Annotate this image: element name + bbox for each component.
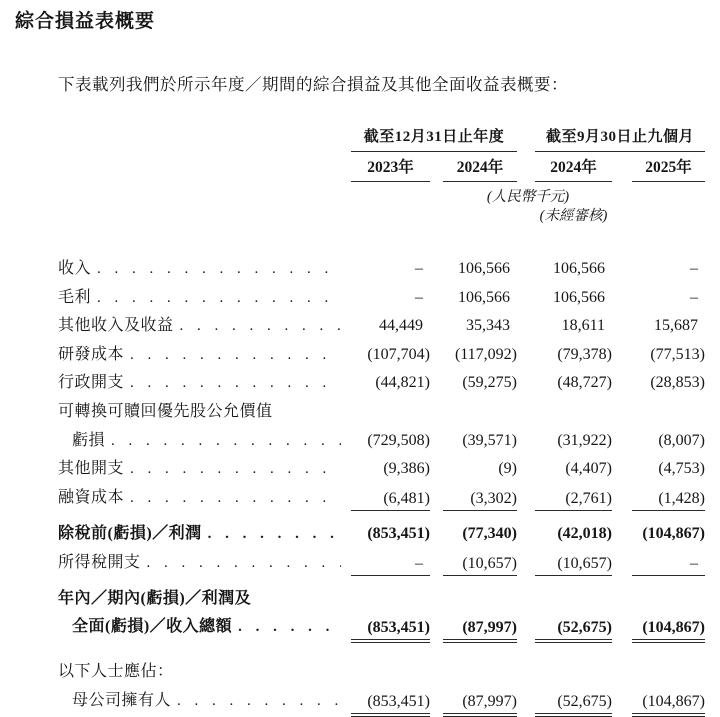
row-label: 研發成本 bbox=[58, 345, 125, 363]
dot-leader bbox=[177, 687, 341, 716]
audit-note-row bbox=[58, 207, 705, 226]
value-cell: (104,867) bbox=[632, 690, 705, 717]
value-cell: (4,753) bbox=[658, 460, 705, 478]
dot-leader bbox=[147, 549, 341, 578]
value-cell: 106,566 bbox=[458, 288, 510, 306]
value-cell: (87,997) bbox=[443, 616, 517, 643]
unit-note: (人民幣千元) bbox=[486, 189, 570, 205]
value-cell: (52,675) bbox=[535, 616, 612, 643]
value-cell: – bbox=[415, 288, 423, 306]
table-row-admin-expenses bbox=[58, 369, 705, 398]
row-label: 年內／期內(虧損)／利潤及 bbox=[58, 589, 252, 607]
value-cell: (3,302) bbox=[443, 487, 517, 511]
table-row-preferred-shares-fv-line1 bbox=[58, 398, 705, 427]
row-label: 母公司擁有人 bbox=[72, 691, 172, 709]
row-label: 所得稅開支 bbox=[58, 553, 141, 571]
table-row-finance-costs bbox=[58, 484, 705, 513]
value-cell: (79,378) bbox=[557, 345, 612, 363]
value-cell: (853,451) bbox=[367, 525, 430, 543]
value-cell: – bbox=[690, 260, 698, 277]
value-cell: – bbox=[632, 552, 705, 576]
value-cell: (77,340) bbox=[462, 525, 517, 543]
document-page bbox=[0, 6, 720, 714]
header-spacer bbox=[58, 128, 351, 152]
value-cell: – bbox=[690, 288, 698, 306]
value-cell: (9) bbox=[498, 460, 517, 478]
value-cell: – bbox=[351, 552, 430, 576]
table-row-total-comprehensive bbox=[58, 613, 705, 643]
table-body bbox=[58, 255, 705, 717]
value-cell: (59,275) bbox=[462, 374, 517, 392]
unit-note-row bbox=[58, 188, 705, 207]
financial-table bbox=[58, 128, 705, 717]
value-cell: – bbox=[415, 260, 423, 277]
dot-leader bbox=[208, 520, 341, 549]
row-label: 其他收入及收益 bbox=[58, 317, 174, 335]
table-row-attributable-to bbox=[58, 658, 705, 687]
row-label: 毛利 bbox=[58, 288, 92, 306]
column-header-2023: 2023年 bbox=[351, 158, 430, 182]
table-row-rd-costs bbox=[58, 341, 705, 370]
dot-leader bbox=[238, 613, 341, 642]
row-label: 收入 bbox=[58, 260, 92, 277]
dot-leader bbox=[130, 484, 341, 513]
row-label: 融資成本 bbox=[58, 488, 125, 506]
value-cell: (8,007) bbox=[658, 431, 705, 449]
value-cell: (28,853) bbox=[650, 374, 705, 392]
value-cell: (39,571) bbox=[462, 431, 517, 449]
row-label: 除稅前(虧損)／利潤 bbox=[58, 525, 202, 543]
dot-leader bbox=[111, 427, 341, 456]
column-header-2025-interim: 2025年 bbox=[632, 158, 705, 182]
value-cell: (853,451) bbox=[351, 690, 430, 717]
row-label: 全面(虧損)／收入總額 bbox=[72, 618, 233, 636]
dot-leader bbox=[97, 284, 341, 313]
column-header-2024-interim: 2024年 bbox=[535, 158, 612, 182]
value-cell: (10,657) bbox=[443, 552, 517, 576]
table-row-gross-profit bbox=[58, 284, 705, 313]
value-cell: (44,821) bbox=[375, 374, 430, 392]
table-row-pretax-loss-profit bbox=[58, 520, 705, 549]
table-row-revenue bbox=[58, 255, 705, 284]
dot-leader bbox=[130, 369, 341, 398]
dot-leader bbox=[97, 255, 341, 284]
table-row-total-comprehensive-line1 bbox=[58, 585, 705, 614]
value-cell: (853,451) bbox=[351, 616, 430, 643]
value-cell: (117,092) bbox=[454, 345, 517, 363]
row-label: 可轉換可贖回優先股公允價值 bbox=[58, 402, 273, 420]
table-row-other-expenses bbox=[58, 455, 705, 484]
value-cell: 18,611 bbox=[561, 317, 605, 335]
value-cell: 106,566 bbox=[458, 260, 510, 277]
header-spacer bbox=[58, 158, 351, 182]
value-cell: (87,997) bbox=[443, 690, 517, 717]
value-cell: (104,867) bbox=[642, 525, 705, 543]
value-cell: 44,449 bbox=[379, 317, 423, 335]
value-cell: 15,687 bbox=[654, 317, 698, 335]
audit-note: (未經審核) bbox=[539, 208, 608, 224]
value-cell: (2,761) bbox=[535, 487, 612, 511]
page-title: 綜合損益表概要 bbox=[15, 11, 156, 32]
value-cell: (9,386) bbox=[383, 460, 430, 478]
dot-leader bbox=[180, 312, 341, 341]
row-label: 其他開支 bbox=[58, 460, 125, 478]
dot-leader bbox=[130, 341, 341, 370]
table-row-preferred-shares-fv-loss bbox=[58, 427, 705, 456]
row-label: 虧損 bbox=[72, 431, 106, 449]
value-cell: 35,343 bbox=[466, 317, 510, 335]
column-header-2024: 2024年 bbox=[443, 158, 517, 182]
value-cell: (1,428) bbox=[632, 487, 705, 511]
value-cell: (31,922) bbox=[557, 431, 612, 449]
row-label: 行政開支 bbox=[58, 374, 125, 392]
value-cell: (107,704) bbox=[367, 345, 430, 363]
table-header-years bbox=[58, 158, 705, 182]
value-cell: (729,508) bbox=[367, 431, 430, 449]
intro-text: 下表載列我們於所示年度／期間的綜合損益及其他全面收益表概要： bbox=[58, 75, 568, 94]
value-cell: (6,481) bbox=[351, 487, 430, 511]
value-cell: (48,727) bbox=[557, 374, 612, 392]
value-cell: 106,566 bbox=[553, 288, 605, 306]
table-row-other-income bbox=[58, 312, 705, 341]
value-cell: (77,513) bbox=[650, 345, 705, 363]
table-header-groups bbox=[58, 128, 705, 152]
table-row-owners-of-parent bbox=[58, 687, 705, 717]
value-cell: (4,407) bbox=[565, 460, 612, 478]
column-group-interim: 截至9月30日止九個月 bbox=[535, 128, 705, 152]
dot-leader bbox=[130, 455, 341, 484]
value-cell: (10,657) bbox=[535, 552, 612, 576]
row-label: 以下人士應佔： bbox=[58, 663, 174, 681]
value-cell: (52,675) bbox=[535, 690, 612, 717]
column-group-annual: 截至12月31日止年度 bbox=[351, 128, 517, 152]
table-row-income-tax bbox=[58, 549, 705, 578]
value-cell: (104,867) bbox=[632, 616, 705, 643]
value-cell: (42,018) bbox=[557, 525, 612, 543]
value-cell: 106,566 bbox=[553, 260, 605, 277]
